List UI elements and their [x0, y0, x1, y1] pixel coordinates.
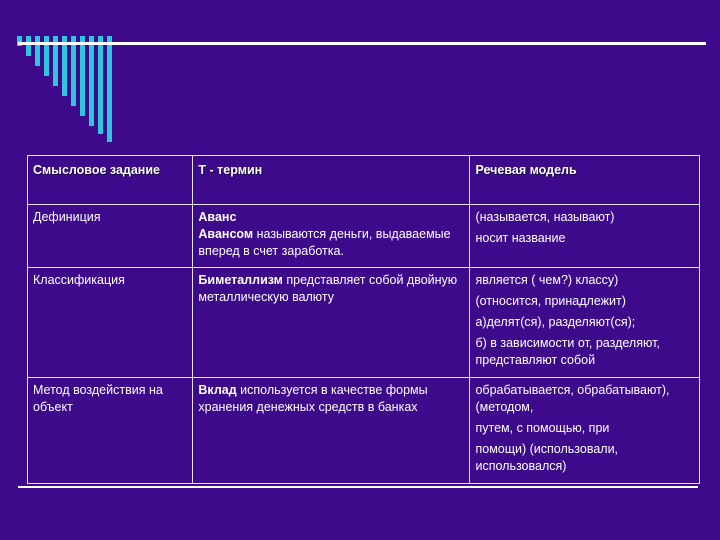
table-row	[28, 378, 700, 484]
decor-bar-2	[26, 36, 31, 56]
decor-bar-7	[71, 36, 76, 106]
model-line: (относится, принадлежит)	[475, 294, 626, 308]
term-description: представляет собой двойную металлическую валюту	[198, 273, 458, 304]
model-line: обрабатывается, обрабатывают), (методом,	[475, 383, 670, 414]
header-term: Т - термин	[193, 156, 470, 205]
decor-bar-8	[80, 36, 85, 116]
model-cell	[470, 378, 700, 484]
model-line: носит название	[475, 231, 566, 245]
table-row	[28, 205, 700, 268]
term-title: Аванс	[198, 210, 237, 224]
term-bold-word: Вклад	[198, 383, 237, 397]
decor-bar-9	[89, 36, 94, 126]
model-line: а)делят(ся), разделяют(ся);	[475, 315, 636, 329]
term-cell	[193, 268, 470, 378]
model-cell	[470, 205, 700, 268]
term-cell	[193, 205, 470, 268]
table-row	[28, 268, 700, 378]
term-bold-word: Авансом	[198, 227, 254, 241]
model-line: б) в зависимости от, разделяют, представляют собой	[475, 336, 660, 367]
decorative-bars	[0, 0, 720, 150]
model-line: путем, с помощью, при	[475, 421, 610, 435]
header-semantic-task: Смысловое задание	[28, 156, 193, 205]
terms-table	[27, 155, 700, 484]
decor-bar-6	[62, 36, 67, 96]
decor-bar-11	[107, 36, 112, 142]
term-description: используется в качестве формы хранения денежных средств в банках	[198, 383, 428, 414]
task-cell: Метод воздействия на объект	[28, 378, 193, 484]
term-bold-word: Биметаллизм	[198, 273, 283, 287]
task-cell: Дефиниция	[28, 205, 193, 268]
model-line: является ( чем?) классу)	[475, 273, 619, 287]
bottom-rule	[18, 486, 698, 488]
header-speech-model: Речевая модель	[470, 156, 700, 205]
term-description: называются деньги, выдаваемые вперед в счет заработка.	[198, 227, 451, 258]
top-rule	[18, 42, 706, 45]
decor-bar-3	[35, 36, 40, 66]
term-cell	[193, 378, 470, 484]
model-line: помощи) (использовали, использовался)	[475, 442, 619, 473]
decor-bar-10	[98, 36, 103, 134]
model-line: (называется, называют)	[475, 210, 615, 224]
table-header-row	[28, 156, 700, 205]
model-cell	[470, 268, 700, 378]
task-cell: Классификация	[28, 268, 193, 378]
